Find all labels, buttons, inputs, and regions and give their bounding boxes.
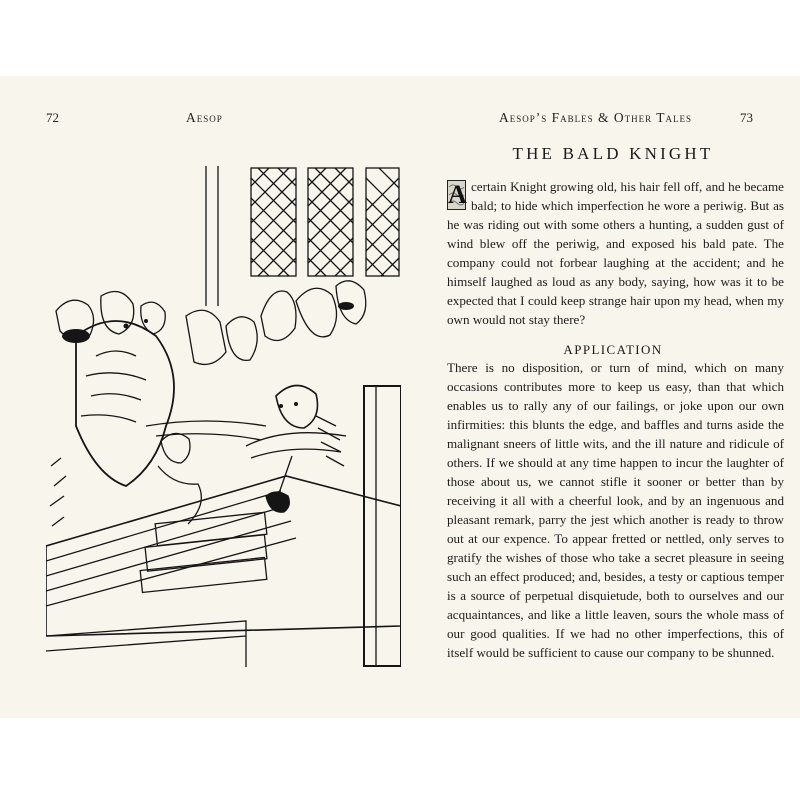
fable-title: THE BALD KNIGHT [512, 144, 714, 163]
application-body: There is no disposition, or turn of mind, which on many occasions contributes more to keep us easy, than that which enables us to rally any of our failings, or joke upon our own infirmities: this blunts the edge, and baffles and turns aside the malignant sneers of little wits, and the ill nature and ridicule of others. If we should at any time happen to incur the laughter of those about us, we cannot stifle it sooner or better than by receiving it all with a cheerful look, and by an ingenuous and pleasant remark, parry the jest which another is ready to throw out at our expence. To appear fretted or nettled, only serves to gratify the wishes of those who take a secret pleasure in seeing such an effect produced; and, besides, a testy or captious temper is a source of perpetual disquietude, both to ourselves and our acquaintances, and like a little leaven, sours the whole mass of our good qualities. If we had no other imperfections, this of itself would be sufficient to cause our company to be shunned. [447, 360, 784, 660]
left-page-number: 72 [46, 110, 59, 125]
fable-illustration [46, 166, 401, 667]
drop-cap [447, 180, 466, 210]
drop-cap-letter: A [448, 180, 467, 209]
window-right [366, 168, 399, 276]
story-body: certain Knight growing old, his hair fell off, and he became bald; to hide which imperfection he wore a periwig. But as he was riding out with some others a hunting, a sudden gust of wind blew off the periwig, and exposed his bald pate. The company could not forbear laughing at the accident; and he himself laughed as loud as any body, saying, how was it to be expected that I could keep strange hair upon my head, when my own would not stay there? [447, 179, 784, 327]
right-running-head: Aesop’s Fables & Other Tales [499, 110, 693, 125]
window-middle [308, 168, 353, 276]
window-left [251, 168, 296, 276]
left-running-head: Aesop [186, 110, 223, 125]
right-page-number: 73 [740, 110, 753, 125]
illustration-drawing [46, 166, 401, 667]
application-heading: APPLICATION [563, 342, 663, 357]
story-paragraph [447, 177, 784, 329]
